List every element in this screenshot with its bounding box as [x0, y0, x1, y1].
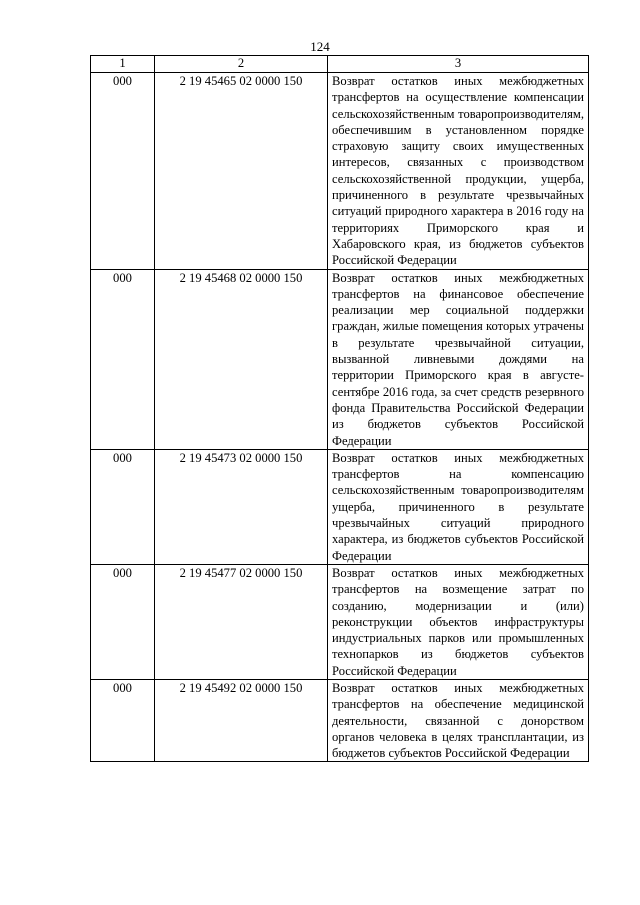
kbk-code-cell: 2 19 45473 02 0000 150 — [155, 449, 328, 564]
admin-code-cell: 000 — [91, 679, 155, 761]
admin-code-cell: 000 — [91, 269, 155, 449]
admin-code-cell: 000 — [91, 449, 155, 564]
kbk-code-cell: 2 19 45477 02 0000 150 — [155, 564, 328, 679]
budget-classification-table — [90, 55, 589, 762]
table-body — [91, 73, 589, 762]
kbk-code-cell: 2 19 45492 02 0000 150 — [155, 679, 328, 761]
column-header-1: 1 — [91, 56, 155, 73]
income-name-cell: Возврат остатков иных межбюджетных трансфертов на возмещение затрат по созданию, модернизации и (или) реконструкции объектов инфраструктуры индустриальных парков или промышленных технопарков из бюджетов субъектов Российской Федерации — [328, 564, 589, 679]
column-header-3: 3 — [328, 56, 589, 73]
kbk-code-cell: 2 19 45465 02 0000 150 — [155, 73, 328, 270]
income-name-cell: Возврат остатков иных межбюджетных трансфертов на компенсацию сельскохозяйственным товаропроизводителям ущерба, причиненного в результате чрезвычайных ситуаций природного характера, из бюджетов субъектов Российской Федерации — [328, 449, 589, 564]
table-row — [91, 679, 589, 761]
page-number: 124 — [310, 39, 330, 54]
admin-code-cell: 000 — [91, 73, 155, 270]
income-name-cell: Возврат остатков иных межбюджетных трансфертов на финансовое обеспечение реализации мер социальной поддержки граждан, жилые помещения которых утрачены в результате чрезвычайной ситуации, вызванной ливневыми дождями на территории Приморского края в августе-сентябре 2016 года, за счет средств резервного фонда Правительства Российской Федерации из бюджетов субъектов Российской Федерации — [328, 269, 589, 449]
table-row — [91, 449, 589, 564]
table-header-row — [91, 56, 589, 73]
table-row — [91, 564, 589, 679]
admin-code-cell: 000 — [91, 564, 155, 679]
column-header-2: 2 — [155, 56, 328, 73]
income-name-cell: Возврат остатков иных межбюджетных трансфертов на осуществление компенсации сельскохозяйственным товаропроизводителям, обеспечившим в установленном порядке страховую защиту своих имущественных интересов, связанных с производством сельскохозяйственной продукции, ущерба, причиненного в результате чрезвычайных ситуаций природного характера в 2016 году на территориях Приморского края и Хабаровского края, из бюджетов субъектов Российской Федерации — [328, 73, 589, 270]
table-row — [91, 269, 589, 449]
table-row — [91, 73, 589, 270]
kbk-code-cell: 2 19 45468 02 0000 150 — [155, 269, 328, 449]
income-name-cell: Возврат остатков иных межбюджетных трансфертов на обеспечение медицинской деятельности, связанной с донорством органов человека в целях трансплантации, из бюджетов субъектов Российской Федерации — [328, 679, 589, 761]
